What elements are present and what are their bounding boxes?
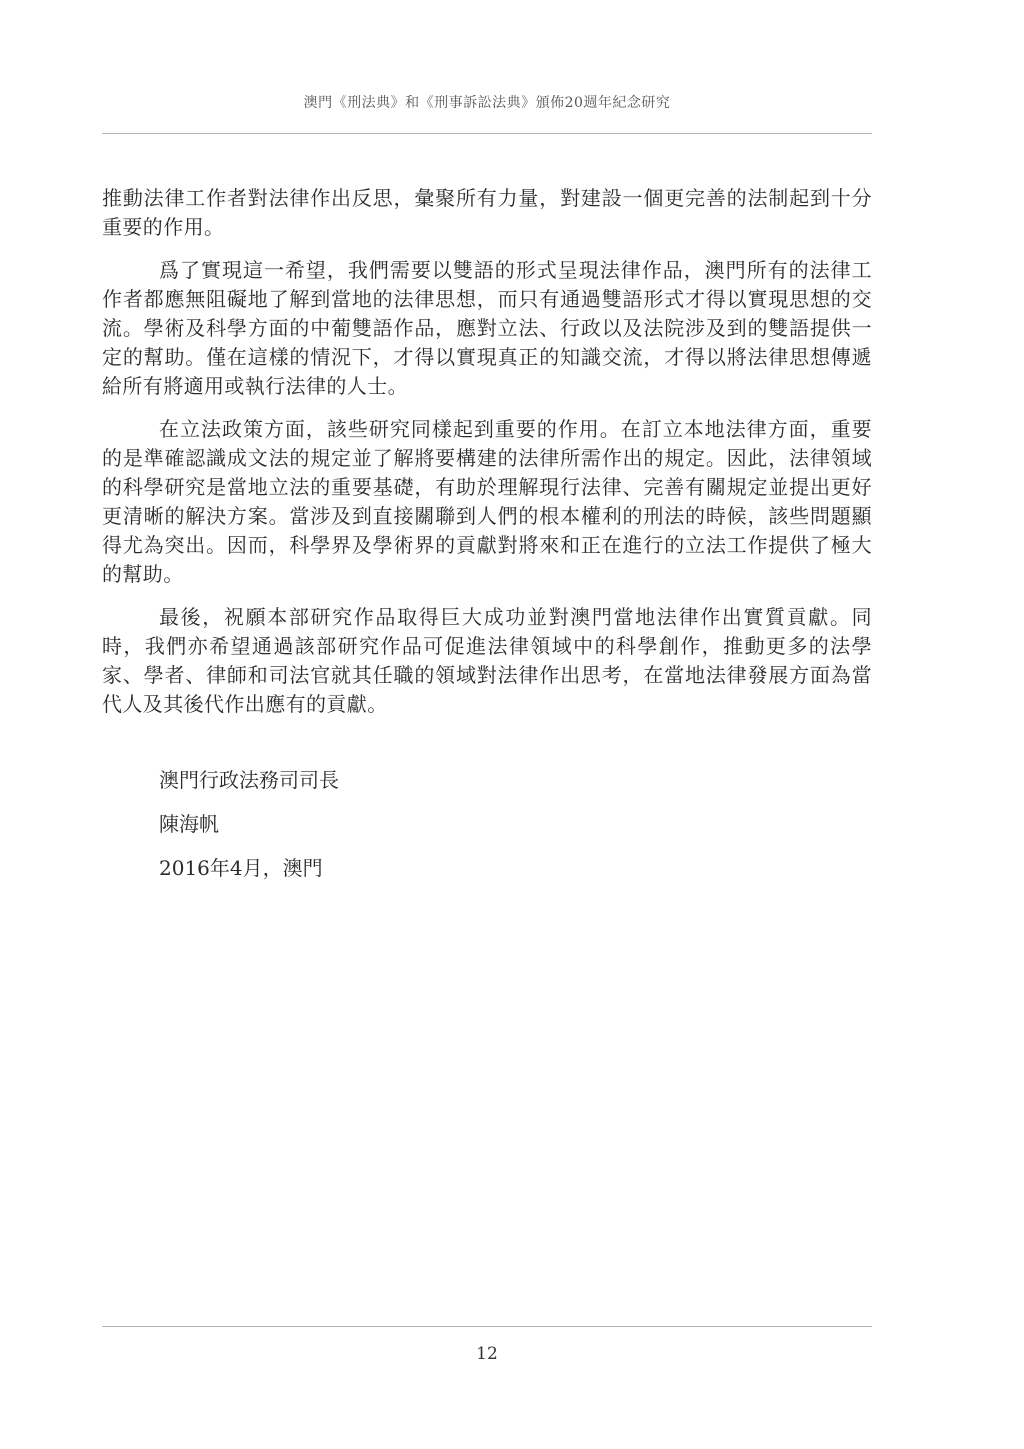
signatory-position: 澳門行政法務司司長	[159, 768, 339, 792]
page-number: 12	[476, 1344, 498, 1364]
paragraph-4: 最後，祝願本部研究作品取得巨大成功並對澳門當地法律作出實質貢獻。同時，我們亦希望通過該部研究作品可促進法律領域中的科學創作，推動更多的法學家、學者、律師和司法官就其任職的領域對法律作出思考，在當地法律發展方面為當代人及其後代作出應有的貢獻。	[102, 605, 872, 716]
paragraph-3: 在立法政策方面，該些研究同樣起到重要的作用。在訂立本地法律方面，重要的是準確認識成文法的規定並了解將要構建的法律所需作出的規定。因此，法律領域的科學研究是當地立法的重要基礎，有助於理解現行法律、完善有關規定並提出更好更清晰的解決方案。當涉及到直接關聯到人們的根本權利的刑法的時候，該些問題顯得尤為突出。因而，科學界及學術界的貢獻對將來和正在進行的立法工作提供了極大的幫助。	[102, 417, 872, 586]
header-rule	[102, 133, 872, 134]
paragraph-1: 推動法律工作者對法律作出反思，彙聚所有力量，對建設一個更完善的法制起到十分重要的作用。	[102, 186, 872, 239]
signatory-name: 陳海帆	[159, 812, 219, 836]
signature-block	[159, 766, 339, 898]
signature-date-place: 2016年4月，澳門	[159, 856, 323, 880]
running-header: 澳門《刑法典》和《刑事訴訟法典》頒佈20週年紀念研究	[303, 95, 671, 111]
paragraph-2: 爲了實現這一希望，我們需要以雙語的形式呈現法律作品，澳門所有的法律工作者都應無阻礙地了解到當地的法律思想，而只有通過雙語形式才得以實現思想的交流。學術及科學方面的中葡雙語作品，應對立法、行政以及法院涉及到的雙語提供一定的幫助。僅在這樣的情況下，才得以實現真正的知識交流，才得以將法律思想傳遞給所有將適用或執行法律的人士。	[102, 258, 872, 398]
footer-rule	[102, 1326, 872, 1327]
body-text	[102, 184, 872, 733]
